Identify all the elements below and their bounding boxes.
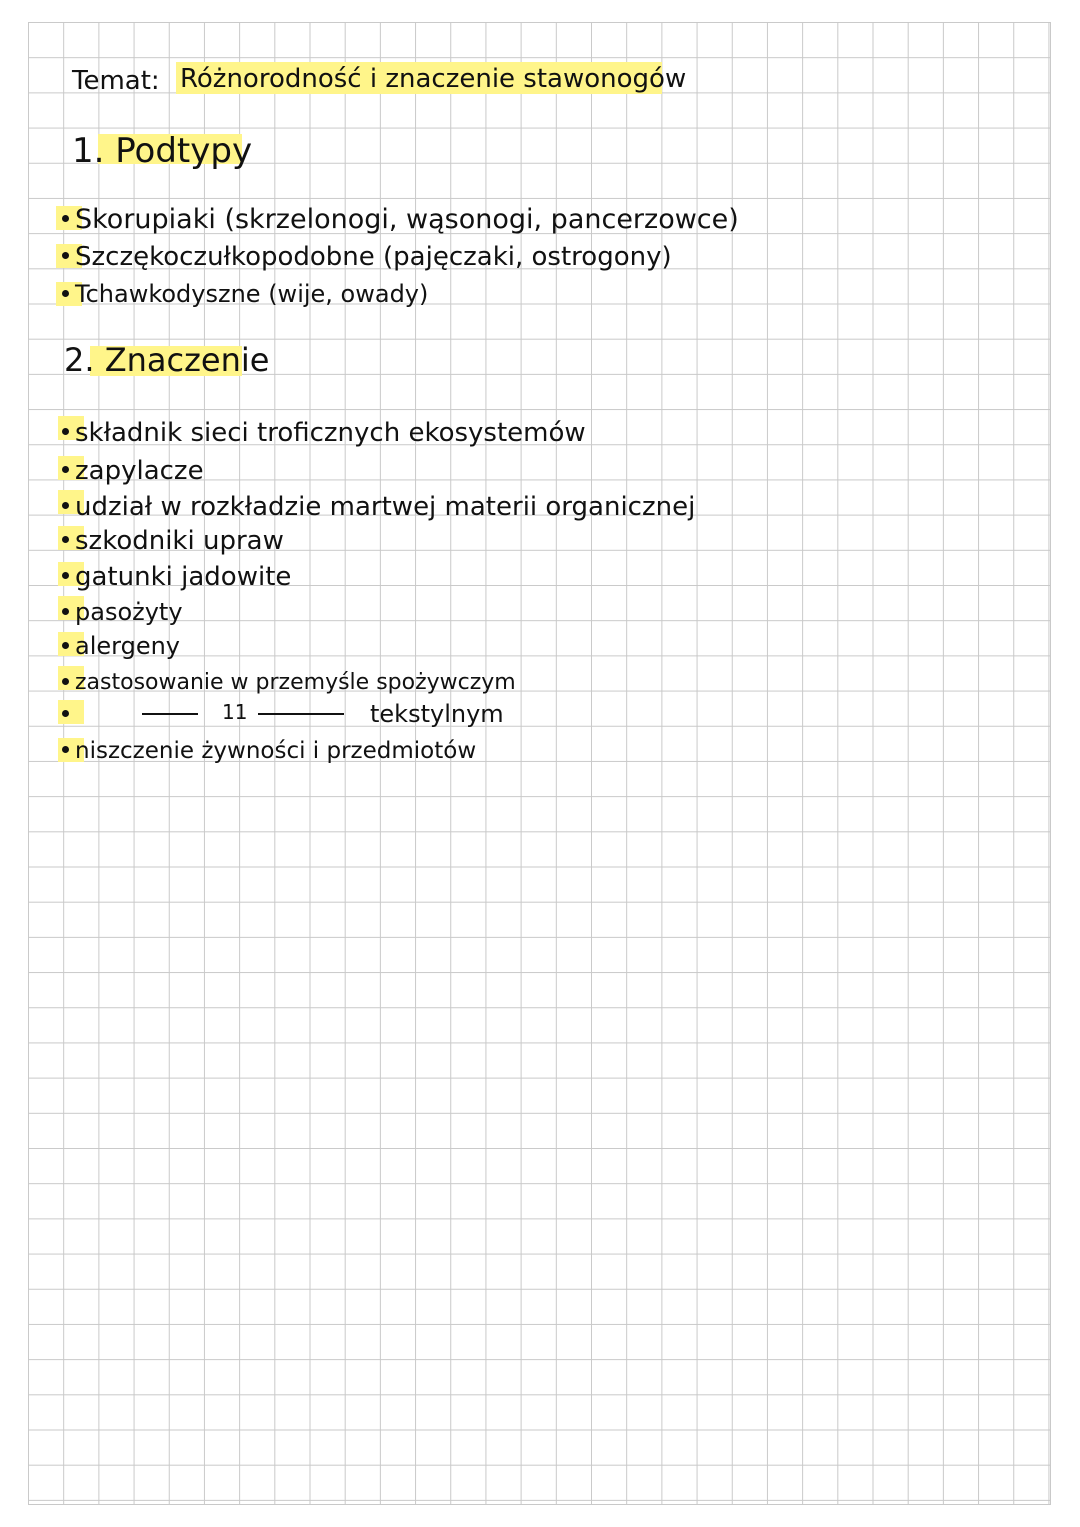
bullet-icon <box>62 428 69 435</box>
bullet-icon <box>62 572 69 579</box>
list-item-text: alergeny <box>75 632 180 660</box>
title-label: Temat: <box>72 66 160 96</box>
bullet-icon <box>62 536 69 543</box>
list-item <box>62 564 291 590</box>
list-item <box>62 740 476 763</box>
list-item <box>62 282 428 306</box>
list-item-text: Skorupiaki (skrzelonogi, wąsonogi, pancerzowce) <box>75 204 739 235</box>
bullet-icon <box>62 642 69 649</box>
list-item <box>62 244 672 270</box>
list-item <box>62 494 695 520</box>
list-item-text: zastosowanie w przemyśle spożywczym <box>75 670 516 695</box>
section-1-heading: 1. Podtypy <box>72 131 253 171</box>
list-item <box>62 528 284 554</box>
list-item-text: zapylacze <box>75 456 204 486</box>
list-item <box>62 420 586 446</box>
list-item <box>62 206 739 233</box>
list-item-text: szkodniki upraw <box>75 526 284 556</box>
list-item-text: Szczękoczułkopodobne (pajęczaki, ostrogony) <box>75 242 672 272</box>
bullet-icon <box>62 746 69 753</box>
ditto-dash <box>258 713 344 715</box>
list-item <box>62 634 180 658</box>
list-item-text: tekstylnym <box>370 700 504 728</box>
bullet-icon <box>62 252 69 259</box>
list-item-text: udział w rozkładzie martwej materii organicznej <box>75 492 696 522</box>
bullet-icon <box>62 502 69 509</box>
list-item-text: pasożyty <box>75 598 183 626</box>
bullet-icon <box>62 466 69 473</box>
page-title: Różnorodność i znaczenie stawonogów <box>180 64 687 94</box>
bullet-icon <box>62 290 69 297</box>
bullet-icon <box>62 710 69 717</box>
ditto-dash <box>142 713 198 715</box>
bullet-icon <box>62 215 69 222</box>
list-item <box>62 458 204 484</box>
bullet-icon <box>62 608 69 615</box>
list-item-text: składnik sieci troficznych ekosystemów <box>75 418 586 448</box>
bullet-icon <box>62 678 69 685</box>
list-item <box>62 704 75 726</box>
ditto-mark: 11 <box>222 700 248 724</box>
list-item-text: gatunki jadowite <box>75 562 292 592</box>
list-item-text: Tchawkodyszne (wije, owady) <box>75 280 429 308</box>
list-item <box>62 672 516 694</box>
list-item-text: niszczenie żywności i przedmiotów <box>75 738 477 764</box>
list-item <box>62 600 183 624</box>
section-2-heading: 2. Znaczenie <box>64 341 270 379</box>
